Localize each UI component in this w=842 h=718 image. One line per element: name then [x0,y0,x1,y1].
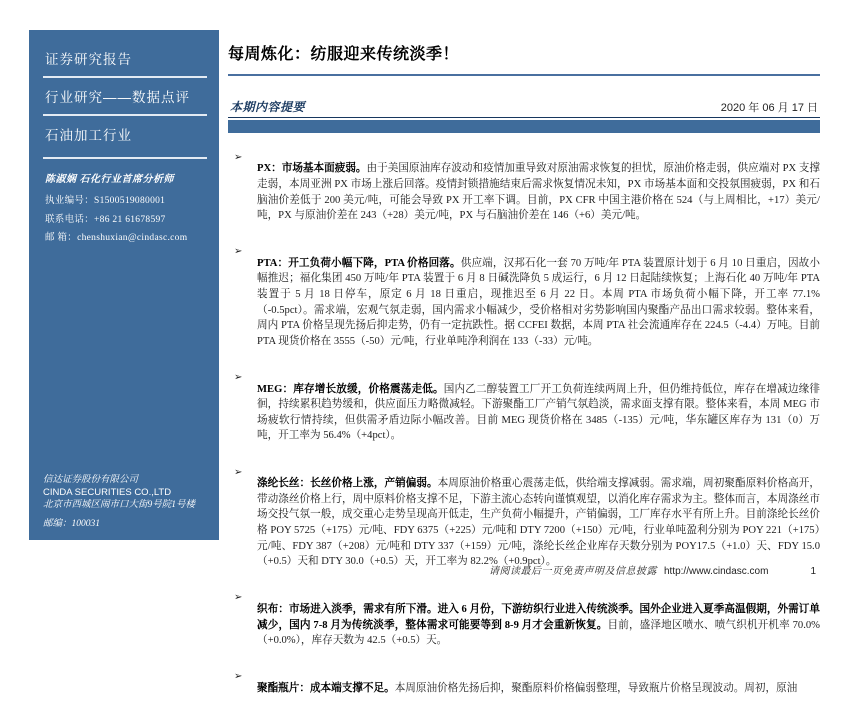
bullet-lead: 聚酯瓶片：成本端支撑不足。 [257,682,395,694]
sidebar-heading-report-type: 证券研究报告 [43,40,207,78]
footer-website-link[interactable]: http://www.cindasc.com [663,566,769,577]
company-address: 北京市西城区闹市口大街9号院1号楼 [43,500,196,510]
bullet-text [257,476,820,570]
summary-divider-bar [228,120,820,133]
bullet-lead: PTA：开工负荷小幅下降，PTA 价格回落。 [257,257,461,269]
page-footer [489,562,816,577]
page-number: 1 [810,566,816,577]
bullet-arrow-icon: ➢ [234,671,243,683]
bullet-arrow-icon: ➢ [234,246,243,258]
bullet-arrow-icon: ➢ [234,466,243,478]
bullet-arrow-icon: ➢ [234,151,243,163]
bullet-lead: 涤纶长丝：长丝价格上涨，产销偏弱。 [257,478,438,490]
sidebar-heading-industry: 石油加工行业 [43,116,207,159]
bullet-item-px [234,151,820,235]
bullet-item-pet-bottle-chip [234,670,820,707]
summary-section-label: 本期内容提要 [230,99,306,114]
analyst-phone: 联系电话：+86 21 61678597 [45,214,166,225]
report-body [228,28,820,718]
bullet-body: 目前，盛泽地区喷水、喷气织机开机率 70.0%（+0.0%），库存天数为 42.5（+0.5）天。 [257,619,820,647]
bullet-text [257,382,820,444]
bullet-item-weaving [234,591,820,659]
bullet-text [257,681,820,697]
bullet-body: 本周原油价格先扬后抑，聚酯原料价格偏弱整理，导致瓶片价格呈现波动。周初，原油 [394,682,798,694]
analyst-email[interactable]: 邮 箱：chenshuxian@cindasc.com [45,233,188,243]
company-info [43,474,209,530]
analyst-info [43,170,207,243]
bullet-item-pta [234,245,820,360]
summary-bullet-list [228,151,820,707]
bullet-body: 国内乙二醇装置工厂开工负荷连续两周上升，但仍维持低位，库存在增减边缘徘徊，持续累积趋势缓和，供应面压力略微减轻。下游聚酯工厂产销气氛趋淡，需求面支撑有限。整体来看，本周 MEG 市场疲软行情持续，但供需矛盾边际小幅改善。目前 MEG 现货价格在 3485（-135）元/吨，华东罐区库存为 131（0）万吨，开工率为 56.4%（+4pct）。 [257,383,820,442]
bullet-arrow-icon: ➢ [234,592,243,604]
page-title: 每周炼化：纺服迎来传统淡季！ [228,39,820,76]
bullet-text [257,602,820,649]
sidebar [29,30,219,540]
analyst-name-title: 陈淑娴 石化行业首席分析师 [45,174,174,185]
bullet-lead: MEG：库存增长放缓，价格震荡走低。 [257,383,444,395]
bullet-body: 由于美国原油库存波动和疫情加重导致对原油需求恢复的担忧，原油价格走弱，供应端对 PX 支撑走弱，本周亚洲 PX 市场上涨后回落。疫情封锁措施结束后需求恢复情况未知，PX 市场基本面和交投氛围疲弱，PX 和石脑油价差低于 200 美元/吨，可能会导致 PX 开工率下调。目前，PX CFR 中国主港价格在 524（与上周相比，+17）美元/吨，PX 与原油价差在 243（+28）美元/吨，PX 与石脑油价差在 146（+6）美元/吨。 [257,163,820,222]
bullet-text [257,161,820,223]
bullet-body: 本周原油价格重心震荡走低，供给端支撑减弱。需求端，周初聚酯原料价格高开，带动涤丝价格上行，周中原料价格支撑不足，下游主流心态转向谨慎观望，以消化库存需求为主。整体而言，本周涤丝市场交投气氛一般，成交重心走势呈现高开低走，生产负荷小幅提升，产销偏弱，工厂库存水平有所上升。目前涤纶长丝价格 POY 5725（+175）元/吨、FDY 6375（+225）元/吨和 DTY 7200（+150）元/吨，行业单吨盈利分别为 POY 221（+175）元/吨、FDY 387（+208）元/吨和 DTY 337（+159）元/吨，涤纶长丝企业库存天数分别为 POY17.5（+1.0）天、FDY 15.0（+0.5）天和 DTY 30.0（+0.5）天，开工率为 82.2%（+0.9pct）。 [257,478,820,568]
summary-header-row [228,98,820,118]
bullet-arrow-icon: ➢ [234,372,243,384]
footer-disclaimer: 请阅读最后一页免责声明及信息披露 [488,566,657,577]
bullet-lead: PX：市场基本面疲弱。 [257,163,367,175]
bullet-body: 供应端，汉邦石化一套 70 万吨/年 PTA 装置原计划于 6 月 10 日重启，因故小幅推迟；福化集团 450 万吨/年 PTA 装置于 6 月 8 日碱洗降负 5 成运行，6 月 12 日起陆续恢复；上海石化 40 万吨/年 PTA 装置于 5 月 18 日停车，原定 6 月 18 日重启，现推迟至 6 月 22 日。本周 PTA 市场负荷小幅下降，开工率 77.1%（-0.5pct）。需求端，宏观气氛走弱，国内需求小幅减少，受价格相对劣势影响国内聚酯产品出口需求较弱。整体来看，周内 PTA 价格呈现先扬后抑走势，仍有一定抗跌性。据 CCFEI 数据，本周 PTA 社会流通库存在 224.5（-4.4）万吨。目前 PTA 现货价格在 3555（-50）元/吨，行业单吨净利润在 133（-33）元/吨。 [257,257,820,347]
bullet-text [257,256,820,350]
bullet-item-meg [234,371,820,455]
sidebar-heading-research-type: 行业研究——数据点评 [43,78,207,116]
company-postcode: 邮编：100031 [43,518,101,529]
bullet-lead: 织布：市场进入淡季，需求有所下滑。进入 6 月份，下游纺织行业进入传统淡季。国外企业进入夏季高温假期，外需订单减少，国内 7-8 月为传统淡季，整体需求可能要等到 8-9 月才会重新恢复。 [257,603,820,631]
company-name-en: CINDA SECURITIES CO.,LTD [43,486,172,498]
company-name-cn: 信达证券股份有限公司 [43,475,139,485]
analyst-registration-number: 执业编号：S1500519080001 [45,196,166,206]
report-date: 2020 年 06 月 17 日 [720,101,818,114]
